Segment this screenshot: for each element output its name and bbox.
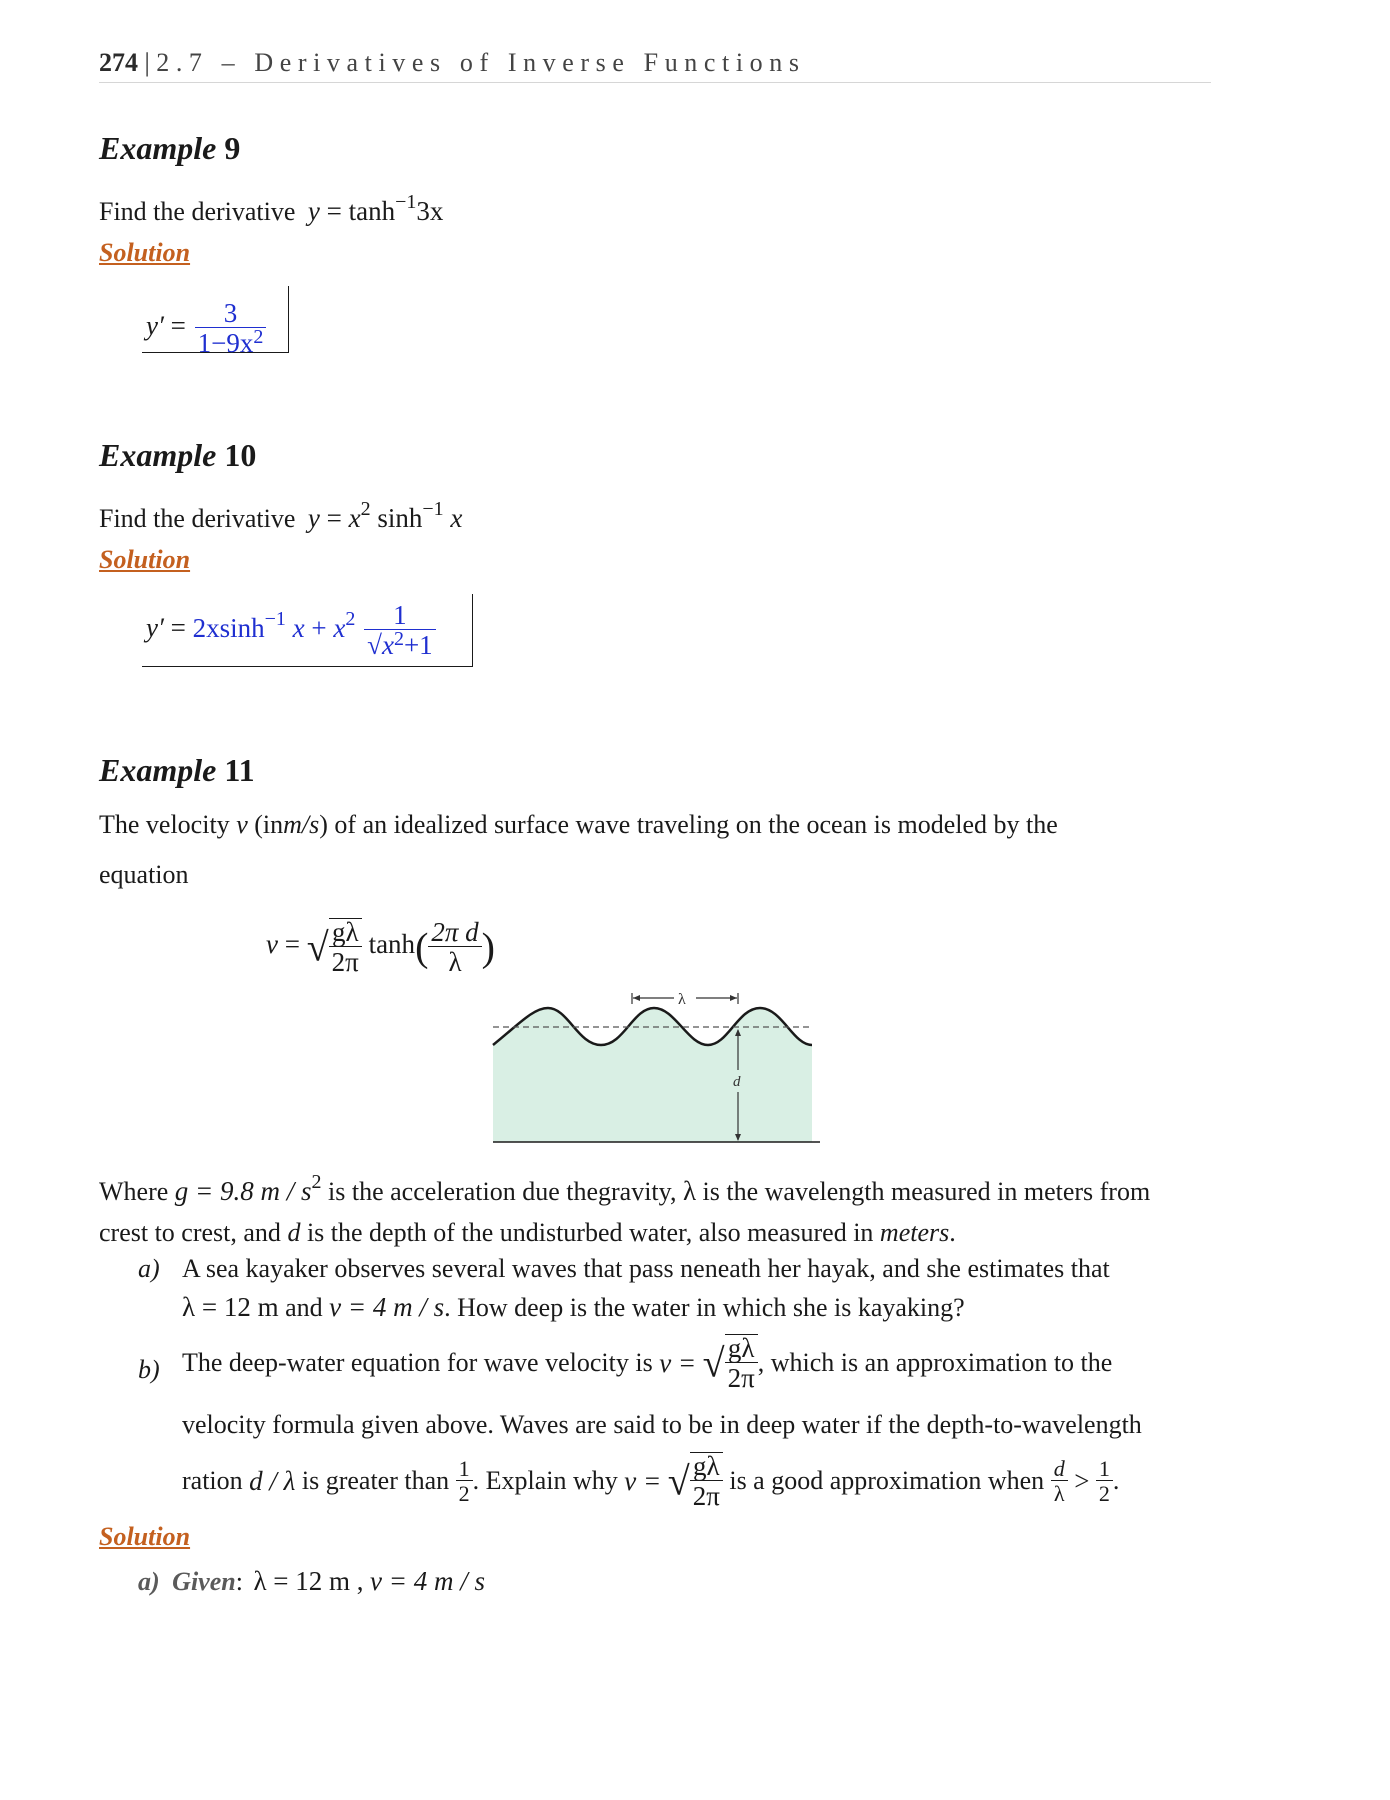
- example-10-answer-box: [142, 594, 473, 667]
- wavelength-label: λ: [678, 991, 686, 1008]
- page-number: 274: [99, 48, 138, 77]
- header-separator: |: [144, 48, 150, 77]
- wave-diagram: [488, 985, 828, 1150]
- example-10-prompt: Find the derivative $y = x^2$ $\sinh^{-1} x$: [99, 498, 463, 533]
- example-9-title: Example 9: [99, 130, 241, 166]
- example-11-intro: The velocity v (inm/s) of an idealized surface wave traveling on the ocean is modeled by the: [99, 810, 1058, 839]
- depth-label: d: [733, 1074, 741, 1090]
- example-11-solution-label: Solution: [99, 1522, 191, 1551]
- given-line: a) Given: λ = 12 m , v = 4 m / s: [138, 1566, 485, 1596]
- part-b-line-2: velocity formula given above. Waves are said to be in deep water if the depth-to-wavelength: [182, 1410, 1142, 1439]
- where-line-2: crest to crest, and d is the depth of the undisturbed water, also measured in meters.: [99, 1218, 956, 1247]
- part-a-label: a): [138, 1254, 160, 1283]
- wave-velocity-formula: v = √ $\frac{g\lambda}{2\pi}$ tanh( $\frac{\text{2π d}}{\lambda}$ ): [266, 916, 495, 977]
- part-b-line-1: The deep-water equation for wave velocity is v = √ $\frac{g\lambda}{2\pi}$ , which is an approximation to the: [182, 1333, 1113, 1393]
- water-region: [493, 1008, 812, 1142]
- part-b-label: b): [138, 1355, 160, 1384]
- section-title: 2.7 – Derivatives of Inverse Functions: [156, 48, 806, 77]
- example-9-answer-box: [142, 286, 289, 358]
- header-rule: [99, 82, 1211, 83]
- example-10-answer: y′ = 2xsinh$^{-1}$ $x + x^2$ $\frac{1}{√x^2+1}$: [146, 602, 436, 659]
- example-9-solution-label: Solution: [99, 238, 191, 267]
- example-10-title: Example 10: [99, 437, 257, 473]
- running-header: [99, 48, 806, 78]
- example-10-solution-label: Solution: [99, 545, 191, 574]
- example-9-answer-fraction: $\frac{3}{1-9x^2}$: [195, 300, 267, 357]
- part-a-line-2: λ = 12 m and v = 4 m / s. How deep is the water in which she is kayaking?: [182, 1292, 965, 1322]
- example-11-intro-line2: equation: [99, 860, 189, 889]
- example-11-title: Example 11: [99, 752, 255, 788]
- example-9-prompt: Find the derivative $y = \tanh^{-1}3x$: [99, 191, 444, 226]
- where-line-1: Where g = 9.8 m / $s^2$ is the acceleration due thegravity, λ is the wavelength measured in meters from: [99, 1171, 1151, 1206]
- example-10-answer-fraction: $\frac{1}{√x^2+1}$: [364, 602, 436, 659]
- example-9-answer: y′ = $\frac{3}{1-9x^2}$: [146, 300, 266, 357]
- part-b-line-3: ration d / λ is greater than $\frac{1}{2}$ . Explain why v = √ $\frac{g\lambda}{2\pi}$ is a good approximation when $\frac{d}{\lambda}$ > $\frac{1}{2}$ .: [182, 1451, 1120, 1511]
- part-a-line-1: A sea kayaker observes several waves that pass neneath her hayak, and she estimates that: [182, 1254, 1110, 1283]
